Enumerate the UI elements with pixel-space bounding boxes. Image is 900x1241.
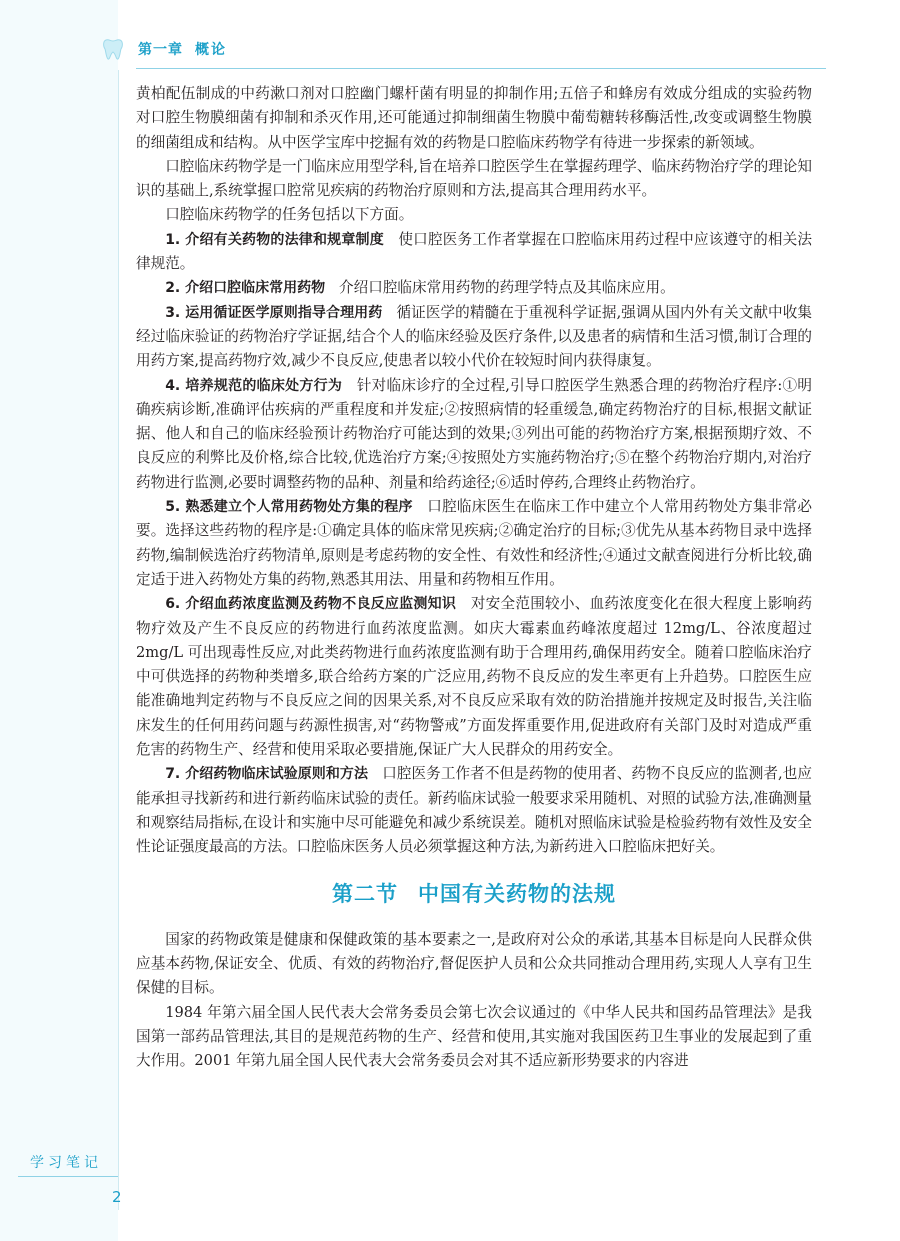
task-heading: 7. 介绍药物临床试验原则和方法 xyxy=(165,766,369,783)
policy-paragraph: 国家的药物政策是健康和保健政策的基本要素之一,是政府对公众的承诺,其基本目标是向人民群众供应基本药物,保证安全、优质、有效的药物治疗,督促医护人员和公众共同推动合理用药,实现人人享有卫生保健的目标。 xyxy=(136,930,812,997)
task-heading: 6. 介绍血药浓度监测及药物不良反应监测知识 xyxy=(165,596,457,613)
margin-band xyxy=(0,0,118,1241)
task-heading: 3. 运用循证医学原则指导合理用药 xyxy=(165,304,383,321)
header-divider xyxy=(136,68,826,69)
task-text: 对安全范围较小、血药浓度变化在很大程度上影响药物疗效及产生不良反应的药物进行血药浓度监测。如庆大霉素血药峰浓度超过 12mg/L、谷浓度超过 2mg/L 可出现毒性反应,对此类药物进行血药浓度监测有助于合理用药,确保用药安全。随着口腔临床治疗中可供选择的药物种类增多,联合给药方案的广泛应用,药物不良反应的发生率更有上升趋势。口腔医生应能准确地判定药物与不良反应之间的因果关系,对不良反应采取有效的防治措施并按规定及时报告,关注临床发生的任何用药问题与药源性损害,对“药物警戒”方面发挥重要作用,促进政府有关部门及时对造成严重危害的药物生产、经营和使用采取必要措施,保证广大人民群众的用药安全。 xyxy=(136,595,812,759)
task-text: 口腔临床医生在临床工作中建立个人常用药物处方集非常必要。选择这些药物的程序是:①确定具体的临床常见疾病;②确定治疗的目标;③优先从基本药物目录中选择药物,编制候选治疗药物清单,原则是考虑药物的安全性、有效性和经济性;④通过文献查阅进行分析比较,确定适于进入药物处方集的药物,熟悉其用法、用量和药物相互作用。 xyxy=(136,498,812,588)
task-item xyxy=(136,228,812,277)
task-text: 循证医学的精髓在于重视科学证据,强调从国内外有关文献中收集经过临床验证的药物治疗学证据,结合个人的临床经验及医疗条件,以及患者的病情和生活习惯,制订合理的用药方案,提高药物疗效,减少不良反应,使患者以较小代价在较短时间内获得康复。 xyxy=(136,303,812,370)
section-heading xyxy=(136,882,812,906)
study-notes-divider xyxy=(18,1176,118,1177)
task-item xyxy=(136,762,812,859)
task-item xyxy=(136,374,812,495)
task-text: 口腔医务工作者不但是药物的使用者、药物不良反应的监测者,也应能承担寻找新药和进行新药临床试验的责任。新药临床试验一般要求采用随机、对照的试验方法,准确测量和观察结局指标,在设计和实施中尽可能避免和减少系统误差。随机对照临床试验是检验药物有效性及安全性论证强度最高的方法。口腔临床医务人员必须掌握这种方法,为新药进入口腔临床把好关。 xyxy=(136,765,812,856)
task-item xyxy=(136,301,812,374)
task-text: 针对临床诊疗的全过程,引导口腔医学生熟悉合理的药物治疗程序:①明确疾病诊断,准确评估疾病的严重程度和并发症;②按照病情的轻重缓急,确定药物治疗的目标,根据文献证据、他人和自己的临床经验预计药物治疗可能达到的效果;③列出可能的药物治疗方案,根据预期疗效、不良反应的利弊比及价格,综合比较,优选治疗方案;④按照处方实施药物治疗;⑤在整个药物治疗期内,对治疗药物进行监测,必要时调整药物的品种、剂量和给药途径;⑥适时停药,合理终止药物治疗。 xyxy=(136,376,813,491)
page-body xyxy=(136,82,812,1074)
task-text: 介绍口腔临床常用药物的药理学特点及其临床应用。 xyxy=(339,279,675,297)
law-paragraph: 1984 年第六届全国人民代表大会常务委员会第七次会议通过的《中华人民共和国药品管理法》是我国第一部药品管理法,其目的是规范药物的生产、经营和使用,其实施对我国医药卫生事业的发展起到了重大作用。2001 年第九届全国人民代表大会常务委员会对其不适应新形势要求的内容进 xyxy=(136,1003,812,1070)
task-item xyxy=(136,276,812,300)
chapter-title: 概论 xyxy=(195,42,227,58)
intro-paragraph: 黄柏配伍制成的中药漱口剂对口腔幽门螺杆菌有明显的抑制作用;五倍子和蜂房有效成分组成的实验药物对口腔生物膜细菌有抑制和杀灭作用,还可能通过抑制细菌生物膜中葡萄糖转移酶活性,改变或调整生物膜的细菌组成和结构。从中医学宝库中挖掘有效的药物是口腔临床药物学有待进一步探索的新领域。 xyxy=(136,85,812,151)
running-header xyxy=(102,36,227,62)
tooth-icon xyxy=(102,37,124,61)
task-heading: 1. 介绍有关药物的法律和规章制度 xyxy=(165,231,384,248)
study-notes-label: 学习笔记 xyxy=(30,1155,102,1171)
chapter-number: 第一章 xyxy=(138,42,183,58)
task-heading: 5. 熟悉建立个人常用药物处方集的程序 xyxy=(165,499,413,516)
task-heading: 4. 培养规范的临床处方行为 xyxy=(165,377,343,394)
page-number: 2 xyxy=(112,1188,122,1206)
tasks-intro: 口腔临床药物学的任务包括以下方面。 xyxy=(165,206,414,224)
section-number: 第二节 xyxy=(332,881,398,906)
definition-paragraph: 口腔临床药物学是一门临床应用型学科,旨在培养口腔医学生在掌握药理学、临床药物治疗学的理论知识的基础上,系统掌握口腔常见疾病的药物治疗原则和方法,提高其合理用药水平。 xyxy=(136,157,812,200)
margin-rule xyxy=(118,70,119,1210)
task-heading: 2. 介绍口腔临床常用药物 xyxy=(165,280,326,297)
task-item xyxy=(136,495,812,592)
section-title: 中国有关药物的法规 xyxy=(418,881,616,906)
task-item xyxy=(136,592,812,762)
task-text: 使口腔医务工作者掌握在口腔临床用药过程中应该遵守的相关法律规范。 xyxy=(136,230,813,273)
